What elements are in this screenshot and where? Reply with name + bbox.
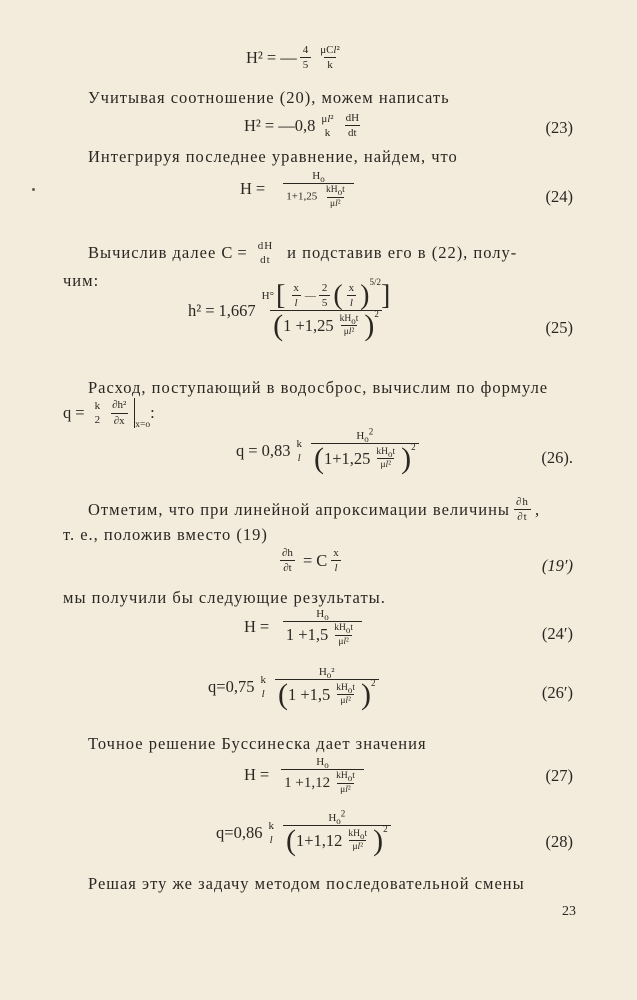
equation-28: q=0,86 k l $H_o^2$ ( 1+ 1,12 $\frac{kH_ot}{\text{μl²}}$ ) $^2$ [216, 812, 394, 854]
eq-number-27: (27) [545, 766, 573, 785]
paragraph-3: Вычислив далее C = dH dt и подставив его в (22), полу- [88, 240, 518, 267]
eq-number-24: (24) [545, 187, 573, 206]
coef-0-83: 0,83 [261, 441, 291, 461]
paragraph-3c: чим: [63, 271, 100, 290]
equation-27: H = $H_o$ 1 + 1,12 $\frac{kH_ot}{\text{μl²}}$ [244, 756, 372, 795]
equation-23: H² = —0,8 μl² k $\frac{dH}{dt}$ [244, 112, 360, 140]
coef-1-25-b: 1,25 [304, 315, 334, 335]
coef-0-86: 0,86 [233, 823, 263, 843]
eq-number-25: (25) [545, 318, 573, 337]
denominator-5: 5 [300, 57, 312, 71]
page-number: 23 [562, 904, 576, 919]
eq-number-28: (28) [545, 832, 573, 851]
equation-24: H = $H_o$ 1+1,25 $\frac{kH_ot}{\text{μl²}}$ [240, 170, 368, 209]
eq-number-26: (26). [541, 448, 573, 467]
coef-1-25: 1,25 [297, 190, 318, 203]
coef-0-8: 0,8 [294, 115, 316, 135]
paragraph-1: Учитывая соотношение (20), можем написать [88, 88, 450, 107]
paragraph-2: Интегрируя последнее уравнение, найдем, что [88, 147, 458, 166]
paragraph-7: Точное решение Буссинеска дает значения [88, 734, 427, 753]
print-speck [32, 188, 35, 191]
eq-number-23: (23) [545, 118, 573, 137]
paragraph-5b: т. е., положив вместо (19) [63, 525, 268, 544]
paragraph-3a: Вычислив далее C [88, 243, 234, 263]
coef-0-75: 0,75 [225, 677, 255, 697]
equation-24-prime: H = $H_o$ 1 + 1,5 $\frac{kH_ot}{\text{μl²}}$ [244, 608, 372, 647]
coef-1-12-b: 1,12 [313, 830, 343, 850]
equation-26-prime: q=0,75 k l $H_o^2$ ( 1 + 1,5 $\frac{kH_ot}{\text{μl²}}$ ) $^2$ [208, 666, 382, 708]
equation-25: h² = 1,667 H° [ $\frac{x}{l}$ — $\frac{2}{5}$ ( $\frac{x}{l}$ ) $^{5/2}$ ] ( 1 + 1,25 $\frac{kH_ot}{\text{μl²}}$ ) $^2$ [188, 276, 391, 343]
paragraph-5: Отметим, что при линейной апроксимации величины $\frac{\partial h}{\partial t}$ , [88, 496, 541, 524]
paragraph-5a: Отметим, что при линейной апроксимации величины [88, 499, 510, 519]
paragraph-6: мы получили бы следующие результаты. [63, 588, 386, 607]
numerator-4: 4 [302, 44, 309, 56]
equation-26: q = 0,83 k l $H_o^2$ ( 1+ 1,25 $\frac{kH_ot}{\text{μl²}}$ ) $^2$ [236, 430, 422, 472]
equation-19-prime: $\frac{\partial h}{\partial t}$ = C $\frac{x}{l}$ [282, 547, 339, 575]
eq-number-19-prime: (19′) [541, 556, 573, 575]
coef-1-5: 1,5 [307, 624, 329, 644]
coef-1-5-b: 1,5 [309, 684, 331, 704]
eq-number-26-prime: (26′) [541, 683, 573, 702]
paragraph-8: Решая эту же задачу методом последовательной смены [88, 874, 525, 893]
coef-1-25-c: 1,25 [341, 448, 371, 468]
eq-number-24-prime: (24′) [541, 624, 573, 643]
coef-1-667: 1,667 [218, 300, 256, 320]
paragraph-4: Расход, поступающий в водосброс, вычислим по формуле [88, 378, 549, 397]
paragraph-3b: и подставив его в (22), полу- [287, 243, 518, 263]
equation-h2-initial: H² = — $\frac{4}{5}$ $\frac{\text{μCl²}}{k}$ [246, 44, 340, 72]
coef-2: 2 [321, 282, 328, 294]
equation-q-definition: q = k 2 $\frac{\text{∂h²}}{\partial x}$ x=o : [63, 399, 155, 430]
coef-1-12: 1,12 [303, 774, 331, 791]
